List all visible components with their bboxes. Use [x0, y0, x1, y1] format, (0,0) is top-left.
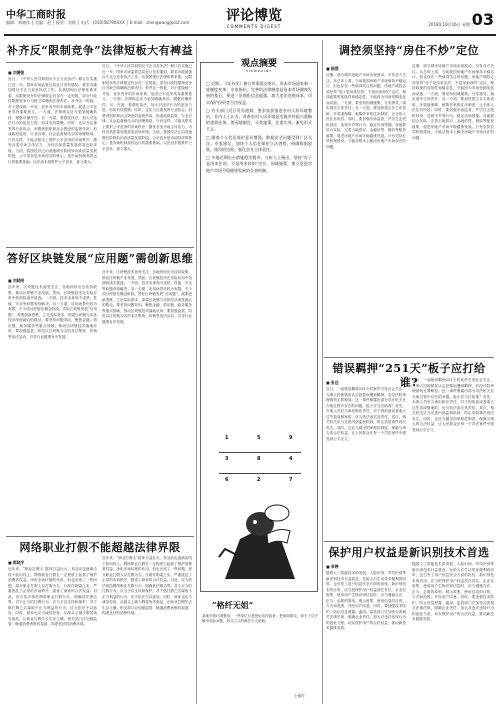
- viewpoint-title: 观点摘要: [234, 56, 284, 68]
- cartoon-illustration: [205, 499, 313, 585]
- cartoon-artist: 王威作: [294, 694, 305, 698]
- grid-number: 5: [257, 435, 261, 441]
- divider: [324, 541, 494, 542]
- viewpoint-item: □ 有关部门近日发布通知，要求加快推进农村人居环境整治。业内人士认为，改善农村人居环境是实施乡村振兴战略的重要任务，要因地制宜、分类施策，注重实效，避免形式主义。: [206, 107, 312, 132]
- editor-info: 编辑：郭晓伟 │ 美编：赵 │ 校对：刘晓 │ 电话：(010)5879XXXX │ E-mail：shengwang@cbt.com: [6, 20, 190, 25]
- section-subtitle: COMMENTS DIGEST: [226, 24, 282, 29]
- cartoon-title: “格纤无姐”: [212, 600, 254, 610]
- divider: [6, 62, 194, 63]
- divider: [6, 536, 194, 537]
- article-byline: ■ 张远: [326, 380, 339, 385]
- grid-number: 9: [289, 435, 293, 441]
- grid-number: 2: [257, 477, 261, 483]
- newspaper-brand: 中华工商时报: [6, 10, 66, 21]
- masthead: [4, 2, 496, 36]
- viewpoint-subtitle: VIEWPOINT: [246, 69, 272, 73]
- article-headline: 答好区块链发展“应用题”需创新思维: [6, 252, 194, 265]
- divider: [324, 357, 494, 358]
- grid-number: 1: [225, 435, 229, 441]
- viewpoint-item: □ 近期，《证券法》修订草案提交审议，资本市场迎来新一轮制度变革。专家指出，完善的法律制度是资本市场健康发展的基石，要进一步强化信息披露，加大违法违规成本，切实保护投资者合法权益。: [206, 81, 312, 105]
- page-number: 03: [471, 10, 494, 29]
- viewpoint-item: □ 随着个人信息保护意识增强，数据安全问题受到广泛关注。专家建议，加快个人信息保护立法进程，明确数据收集、使用的边界，强化企业主体责任。: [206, 134, 312, 153]
- article-body-continued: 随着人工智能技术的发展，人脸识别、声纹识别等新识别技术日益普及，在给人们生活带来便利的同时，也引发了用户信息安全方面的担忧。新识别技术的应用，应当把保护用户权益放在首位。企业在收集、使用用户生物识别信息时，应当遵循合法、正当、必要的原则，明示收集、使用信息的目的、方式和范围，并经用户同意。同时，要加强技术防护，防止信息泄露、滥用。监管部门应加快完善相关法律法规，明确企业责任，加大对违法违规行为的惩处力度，切实保护用户的合法权益，推动新技术健康发展。: [412, 562, 494, 621]
- divider: [6, 247, 194, 248]
- viewpoint-box: [200, 59, 318, 592]
- article-body: 近年来，“职业打假人”群体日益壮大，其活动也逐渐由线下转向线上。网络职业打假在一定程度上起到了维护消费者权益、净化市场环境的作用，但也出现了一些问题。部分职业打假人以打假为名，行敲诈勒索之实，严重扰乱了正常的市场秩序，损害了商家的合法权益。对此，应当依法规范网络职业打假行为，明确其法律边界。对于正当的打假行为，应当予以支持和保护；对于借打假之名谋取不正当利益的行为，应当依法予以惩处。同时，商家也应当诚信经营，从源头上减少假冒伪劣商品，让职业打假失去生存土壤。相关部门应加强监管，畅通消费者维权渠道，构建良好的消费环境。: [8, 567, 97, 626]
- article-byline: ■ 郭晓宇: [8, 560, 25, 565]
- article-body: 随着人工智能技术的发展，人脸识别、声纹识别等新识别技术日益普及，在给人们生活带来便利的同时，也引发了用户信息安全方面的担忧。新识别技术的应用，应当把保护用户权益放在首位。企业在收集、使用用户生物识别信息时，应当遵循合法、正当、必要的原则，明示收集、使用信息的目的、方式和范围，并经用户同意。同时，要加强技术防护，防止信息泄露、滥用。监管部门应加快完善相关法律法规，明确企业责任，加大对违法违规行为的惩处力度，切实保护用户的合法权益，推动新技术健康发展。: [326, 571, 406, 630]
- article-body: 近年来，区块链技术备受关注，各地纷纷出台扶持政策，推动区块链产业发展。然而，区块链技术在实际应用中仍面临诸多挑战。一方面，技术本身尚不成熟，性能、安全等问题有待解决；另一方面，应用场景仍较为有限，不少项目停留在概念阶段。答好区块链发展“应用题”，需要创新思维，立足实际需求，探索区块链与实体经济深度融合的路径。要坚持问题导向，聚焦金融、供应链、政务服务等重点领域，推动区块链技术落地应用；要加强监管，防范以区块链为名的非法集资、传销等违法活动，引导行业健康有序发展。: [8, 285, 97, 339]
- grid-number: 4: [289, 456, 293, 462]
- column-divider: [322, 40, 323, 704]
- article-body-continued: 近日，一起错误羁押251天的案件引发社会关注。当事人因被错误认定犯罪而遭到羁押，后经法院审理被判无罪释放。这一事件暴露出部分司法机关在办案过程中存在的问题。板子应当打给谁？首先，办案人员应当承担相应责任，对于因故意或者重大过失造成错案的，应当依法追究其责任。其次，相关机关应当完善内部监督机制，防止类似事件再次发生。同时，还应当健全国家赔偿制度，保障当事人的合法权益，让人民群众在每一个司法案件中感受到公平正义。: [412, 378, 494, 432]
- article-body: 近期，部分城市房地产市场出现波动，引发各方关注。从总体上看，当前我国房地产市场保持平稳运行，但也存在一些值得关注的问题。房地产调控必须坚持“房子是用来住的、不是用来炒的”定位，保持政策的连续性和稳定性，不能因为市场短期变化而动摇。一方面，要坚持因城施策，分类指导，落实城市主体责任；另一方面，要加快建立多主体供给、多渠道保障、租购并举的住房制度，让全体人民住有所居。同时，要加强市场监管，严厉打击投机炒房、违规中介等行为，稳定市场预期。各地要结合实际，完善土地供应、金融信贷、税收等配套政策，促进房地产市场平稳健康发展。只有坚持长效机制建设，才能从根本上解决房地产市场存在的问题。: [326, 73, 406, 149]
- number-grid: [219, 431, 301, 495]
- viewpoint-list: [206, 81, 312, 423]
- grid-number: 3: [225, 456, 229, 462]
- article-body-continued: 近年来，区块链技术备受关注，各地纷纷出台扶持政策，推动区块链产业发展。然而，区块链技术在实际应用中仍面临诸多挑战。一方面，技术本身尚不成熟，性能、安全等问题有待解决；另一方面，应用场景仍较为有限，不少项目停留在概念阶段。答好区块链发展“应用题”，需要创新思维，立足实际需求，探索区块链与实体经济深度融合的路径。要坚持问题导向，聚焦金融、供应链、政务服务等重点领域，推动区块链技术落地应用；要加强监管，防范以区块链为名的非法集资、传销等违法活动，引导行业健康有序发展。: [102, 270, 192, 324]
- article-body-continued: 近年来，“职业打假人”群体日益壮大，其活动也逐渐由线下转向线上。网络职业打假在一定程度上起到了维护消费者权益、净化市场环境的作用，但也出现了一些问题。部分职业打假人以打假为名，行敲诈勒索之实，严重扰乱了正常的市场秩序，损害了商家的合法权益。对此，应当依法规范网络职业打假行为，明确其法律边界。对于正当的打假行为，应当予以支持和保护；对于借打假之名谋取不正当利益的行为，应当依法予以惩处。同时，商家也应当诚信经营，从源头上减少假冒伪劣商品，让职业打假失去生存土壤。相关部门应加强监管，畅通消费者维权渠道，构建良好的消费环境。: [102, 556, 192, 615]
- article-byline: ■ 刘德俊: [8, 70, 25, 75]
- article-headline: 错误羁押“251天”板子应打给谁?: [332, 362, 486, 389]
- article-byline: ■ 李婷: [326, 564, 339, 569]
- article-headline: 补齐反“限制竞争”法律短板大有裨益: [6, 44, 194, 57]
- article-body-continued: 近日，《中华人民共和国反不正当竞争法》修订后实施已近一年，国家市场监管总局近日发布通知，要求各地加强反不正当竞争执法工作。从我国现行法律体系来看，反限制竞争的法律规定仍存在一定短板，部分行政性限制竞争行为缺乏明确的法律责任。补齐这一短板，对于建设统一开放、竞争有序的市场体系，促进公平竞争具有重要意义。一方面，法律规定应当更加明确具体，增强可操作性；另一方面，要强化执法，加大对违法行为的惩处力度，形成有效震慑。同时，还应当注重发挥行业协会、消费者组织和社会舆论的监督作用，形成政府监管、行业自律、社会监督相结合的治理格局。只有这样，才能从根本上维护公平竞争的市场秩序，激发各类市场主体活力，为经济高质量发展营造良好环境。当前，我国经济已由高速增长阶段转向高质量发展阶段，公平竞争是市场经济的核心，是市场机制高效运行的重要基础。以法治手段维护公平竞争，意义重大。: [102, 64, 192, 151]
- issue-date: 2018年10月16日 星期二: [428, 22, 474, 27]
- viewpoint-item: □ 多地近期出台措施稳定楼市。分析人士指出，坚持“房子是用来住的、不是用来炒的”定位，因城施策，建立促进房地产市场平稳健康发展的长效机制。: [206, 155, 312, 173]
- article-headline: 调控须坚持“房住不炒”定位: [338, 44, 480, 57]
- article-body-continued: 近期，部分城市房地产市场出现波动，引发各方关注。从总体上看，当前我国房地产市场保持平稳运行，但也存在一些值得关注的问题。房地产调控必须坚持“房子是用来住的、不是用来炒的”定位，保持政策的连续性和稳定性，不能因为市场短期变化而动摇。一方面，要坚持因城施策，分类指导，落实城市主体责任；另一方面，要加快建立多主体供给、多渠道保障、租购并举的住房制度，让全体人民住有所居。同时，要加强市场监管，严厉打击投机炒房、违规中介等行为，稳定市场预期。各地要结合实际，完善土地供应、金融信贷、税收等配套政策，促进房地产市场平稳健康发展。只有坚持长效机制建设，才能从根本上解决房地产市场存在的问题。: [412, 64, 494, 140]
- section-title: 评论博览: [226, 8, 282, 24]
- grid-number: 8: [257, 456, 261, 462]
- grid-number: 6: [225, 477, 229, 483]
- grid-number: 7: [289, 477, 293, 483]
- article-body: 近日，一起错误羁押251天的案件引发社会关注。当事人因被错误认定犯罪而遭到羁押，后经法院审理被判无罪释放。这一事件暴露出部分司法机关在办案过程中存在的问题。板子应当打给谁？首先，办案人员应当承担相应责任，对于因故意或者重大过失造成错案的，应当依法追究其责任。其次，相关机关应当完善内部监督机制，防止类似事件再次发生。同时，还应当健全国家赔偿制度，保障当事人的合法权益，让人民群众在每一个司法案件中感受到公平正义。: [326, 387, 406, 441]
- article-byline: ■ 刘晓明: [8, 278, 25, 283]
- article-headline: 保护用户权益是新识别技术首选: [328, 546, 490, 559]
- cartoon-caption: 某地开展环境整治，一些单位只是把标语挂起来、把场面做足，却不下功夫解决实际问题，形式主义的做法令人诟病。: [202, 614, 318, 623]
- column-divider: [196, 40, 197, 704]
- article-body: 近日，《中华人民共和国反不正当竞争法》修订后实施已近一年，国家市场监管总局近日发布通知，要求各地加强反不正当竞争执法工作。从我国现行法律体系来看，反限制竞争的法律规定仍存在一定短板，部分行政性限制竞争行为缺乏明确的法律责任。补齐这一短板，对于建设统一开放、竞争有序的市场体系，促进公平竞争具有重要意义。一方面，法律规定应当更加明确具体，增强可操作性；另一方面，要强化执法，加大对违法行为的惩处力度，形成有效震慑。同时，还应当注重发挥行业协会、消费者组织和社会舆论的监督作用，形成政府监管、行业自律、社会监督相结合的治理格局。只有这样，才能从根本上维护公平竞争的市场秩序，激发各类市场主体活力，为经济高质量发展营造良好环境。当前，我国经济已由高速增长阶段转向高质量发展阶段，公平竞争是市场经济的核心，是市场机制高效运行的重要基础。以法治手段维护公平竞争，意义重大。: [8, 77, 97, 164]
- article-byline: ■ 陆强: [326, 66, 339, 71]
- article-headline: 网络职业打假不能超越法律界限: [19, 541, 181, 554]
